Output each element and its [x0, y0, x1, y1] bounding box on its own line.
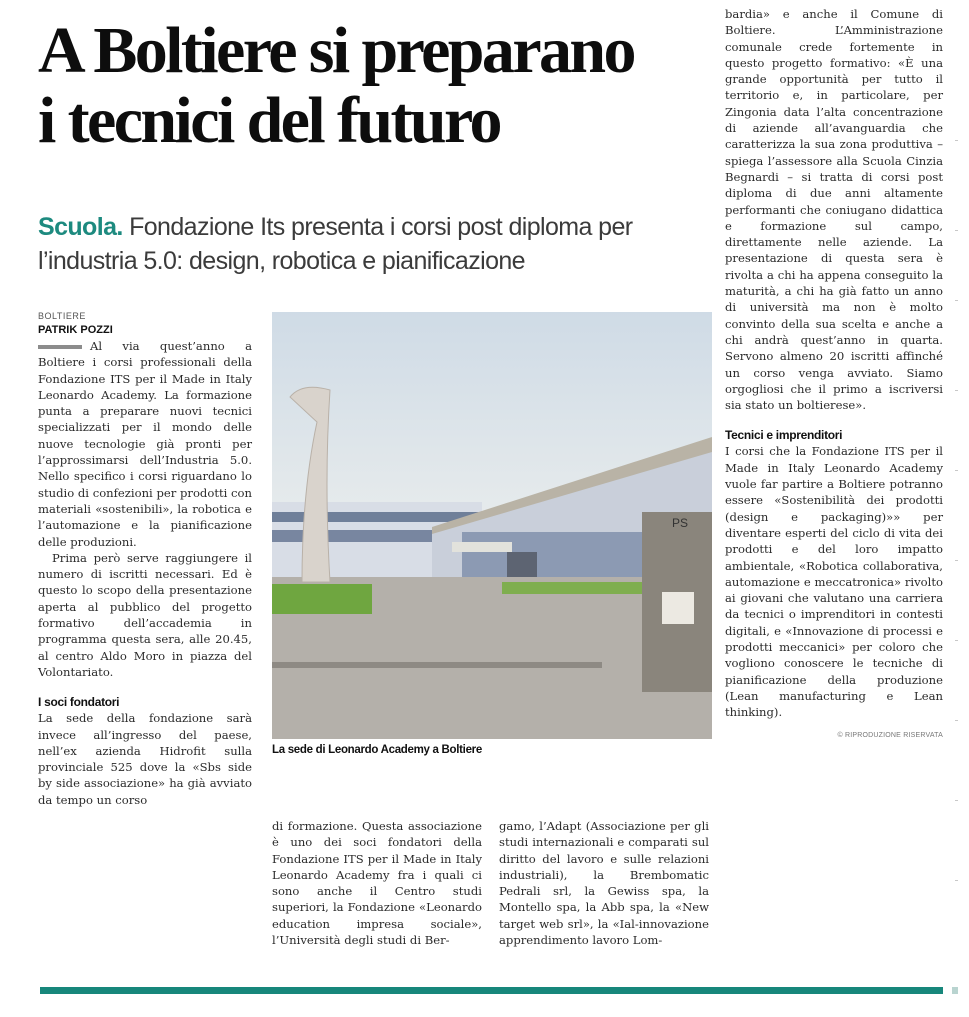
dateline-location: BOLTIERE [38, 311, 86, 321]
column-3 [499, 818, 709, 948]
section-heading: I soci fondatori [38, 695, 120, 710]
article-photo [272, 312, 712, 739]
building-photo-illustration [272, 312, 712, 739]
paragraph: Prima però serve raggiungere il numero di iscritti necessari. Ed è questo lo scopo della presentazione aperta al pubblico del progetto formativo dell’accademia in programma questa sera, alle 20.45, al centro Aldo Moro in piazza del Volontariato. [38, 550, 252, 679]
headline-line-2: i tecnici del futuro [38, 84, 500, 157]
author-byline: PATRIK POZZI [38, 324, 113, 336]
headline-line-1: A Boltiere si preparano [38, 14, 634, 87]
paragraph: La sede della fondazione sarà invece all’ingresso del paese, nell’ex azienda Hidrofit sulla provinciale 525 dove la «Sbs side by side associazione» ha già avviato da tempo un corso [38, 711, 252, 807]
subheadline-text: Fondazione Its presenta i corsi post diploma per l’industria 5.0: design, robotica e pianificazione [38, 213, 633, 275]
column-4 [725, 6, 943, 745]
page-edge-marks [952, 140, 958, 940]
paragraph: gamo, l’Adapt (Associazione per gli studi internazionali e comparati sul diritto del lavoro e sulle relazioni industriali), la Brembomatic Pedrali srl, la Gewiss spa, la Montello spa, la Abb spa, la «New target web srl», la «Ial-innovazione apprendimento lavoro Lom- [499, 819, 709, 948]
paragraph: bardia» e anche il Comune di Boltiere. L’Amministrazione comunale crede fortemente in questo progetto formativo: «È una grande opportunità per tutto il territorio e, in particolare, per Zingonia data l’alta concentrazione di aziende all’avanguardia che caratterizza la sua zona produttiva – spiega l’assessore alla Scuola Cinzia Begnardi – si tratta di corsi post diploma di due anni altamente performanti che coniugano didattica e formazione sul campo, direttamente nelle aziende. La presentazione di questa sera è rivolta a chi ha appena conseguito la maturità, a chi ha già fatto un anno di università ma non è molto convinto della sua scelta e anche a chi andrà quest’anno in quarta. Servono almeno 20 iscritti affinché un corso venga avviato. Siamo orgogliosi che il primo a iscriversi sia stato un boltierese». [725, 7, 943, 413]
bottom-rule [40, 987, 943, 994]
paragraph [38, 338, 252, 550]
paragraph: I corsi che la Fondazione ITS per il Made in Italy Leonardo Academy vuole far partire a Boltiere potranno essere «Sostenibilità dei prodotti (design e packaging)»» per diventare esperti del ciclo di vita dei prodotti e del loro impatto ambientale, «Robotica collaborativa, automazione e meccatronica» rivolto ai giovani che valutano una carriera da tecnici o imprenditori in contesti digitali, e «Innovazione di processi e prodotti meccanici» per coloro che vogliono conoscere le tecniche di pianificazione della produzione (Lean manufacturing e Lean thinking). [725, 444, 943, 720]
bottom-rule-stub [952, 987, 958, 994]
headline [38, 16, 718, 156]
lead-dash [38, 345, 82, 349]
paragraph-text: Al via quest’anno a Boltiere i corsi professionali della Fondazione ITS per il Made in Italy Leonardo Academy. La formazione punta a preparare nuovi tecnici specializzati per il mondo delle nuove tecnologie già pronti per l’approssimarsi dell’Industria 5.0. Nello specifico i corsi riguardano lo studio di confezioni per prodotti con materiali «sostenibili», la robotica e l’automazione e la pianificazione delle produzioni. [38, 339, 252, 549]
lawn [272, 584, 372, 614]
subheadline [38, 210, 718, 278]
section-heading: Tecnici e imprenditori [725, 428, 843, 443]
photo-caption: La sede di Leonardo Academy a Boltiere [272, 744, 482, 756]
kicker-label: Scuola. [38, 213, 123, 241]
mailbox [662, 592, 694, 624]
column-2 [272, 818, 482, 948]
column-1 [38, 310, 252, 808]
paragraph: di formazione. Questa associazione è uno dei soci fondatori della Fondazione ITS per il Made in Italy Leonardo Academy fra i quali ci sono anche il Centro studi superiori, la Fondazione «Leonardo education impresa sociale», l’Università degli studi di Ber- [272, 819, 482, 948]
sign-text: PS [672, 516, 689, 530]
copyright-notice: © RIPRODUZIONE RISERVATA [837, 732, 943, 740]
